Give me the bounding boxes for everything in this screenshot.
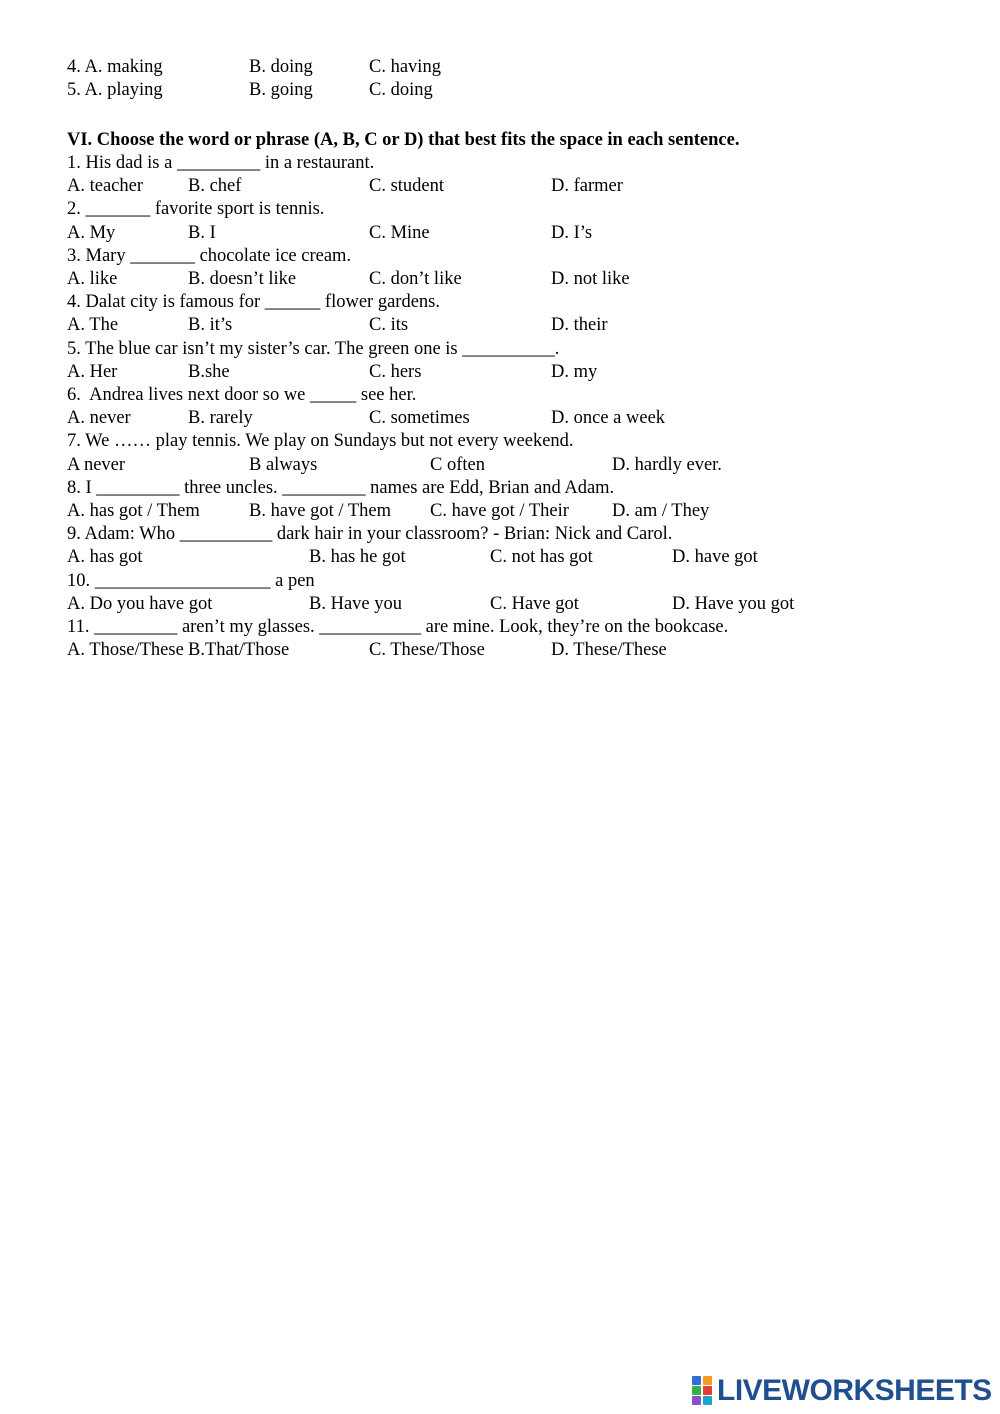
question-stem: 3. Mary _______ chocolate ice cream. xyxy=(67,245,352,266)
answer-option: C. have got / Their xyxy=(430,501,569,521)
prev-question-label: 4. A. making xyxy=(67,57,163,77)
answer-option: D. farmer xyxy=(551,176,623,197)
question-stem: 4. Dalat city is famous for ______ flower gardens. xyxy=(67,292,440,313)
question-stem: 8. I _________ three uncles. _________ names are Edd, Brian and Adam. xyxy=(67,477,615,498)
answer-option: D. These/These xyxy=(551,640,667,661)
question-stem: 1. His dad is a _________ in a restaurant. xyxy=(67,153,375,173)
liveworksheets-logo-icon xyxy=(692,1376,714,1406)
prev-question-label: 5. A. playing xyxy=(67,80,163,100)
answer-option: D. not like xyxy=(551,269,630,289)
answer-option: D. once a week xyxy=(551,408,666,429)
answer-option: B. doesn’t like xyxy=(188,269,297,289)
answer-option: A. Those/These xyxy=(67,640,184,661)
answer-option: D. my xyxy=(551,361,598,382)
prev-question-option: C. having xyxy=(369,57,441,77)
prev-question-option: B. doing xyxy=(249,57,313,77)
question-stem: 11. _________ aren’t my glasses. ___________ are mine. Look, they’re on the bookcase. xyxy=(67,617,729,637)
answer-option: D. am / They xyxy=(612,501,710,521)
answer-option: C. Mine xyxy=(369,222,430,243)
answer-option: C. These/Those xyxy=(369,640,485,661)
answer-option: C. don’t like xyxy=(369,269,462,289)
question-stem: 9. Adam: Who __________ dark hair in your classroom? - Brian: Nick and Carol. xyxy=(67,524,673,545)
answer-option: B. has he got xyxy=(309,547,406,568)
answer-option: A. My xyxy=(67,222,116,243)
answer-option: B. rarely xyxy=(188,408,253,429)
liveworksheets-logo[interactable] xyxy=(692,1374,992,1408)
answer-option: B always xyxy=(249,454,318,475)
answer-option: A. The xyxy=(67,315,119,336)
liveworksheets-logo-text: LIVEWORKSHEETS xyxy=(717,1374,992,1407)
answer-option: C. Have got xyxy=(490,593,579,614)
prev-question-option: C. doing xyxy=(369,80,433,100)
answer-option: A. has got xyxy=(67,547,143,568)
question-stem: 2. _______ favorite sport is tennis. xyxy=(67,199,325,220)
answer-option: D. Have you got xyxy=(672,593,795,614)
section-heading: VI. Choose the word or phrase (A, B, C or D) that best fits the space in each sentence. xyxy=(67,130,740,150)
answer-option: D. their xyxy=(551,315,608,336)
answer-option: A. Her xyxy=(67,361,118,382)
prev-question-option: B. going xyxy=(249,80,313,100)
answer-option: A never xyxy=(67,454,126,475)
answer-option: D. I’s xyxy=(551,222,593,243)
answer-option: C. not has got xyxy=(490,547,593,568)
answer-option: A. has got / Them xyxy=(67,501,200,521)
answer-option: B. I xyxy=(188,222,216,243)
answer-option: B. have got / Them xyxy=(249,501,391,521)
answer-option: C. hers xyxy=(369,361,422,382)
answer-option: A. like xyxy=(67,269,118,289)
answer-option: B.That/Those xyxy=(188,640,290,661)
answer-option: B. Have you xyxy=(309,593,402,614)
answer-option: C. its xyxy=(369,315,409,336)
answer-option: C often xyxy=(430,454,485,475)
answer-option: B. it’s xyxy=(188,315,233,336)
question-stem: 10. ___________________ a pen xyxy=(67,570,315,591)
answer-option: D. have got xyxy=(672,547,758,568)
question-stem: 5. The blue car isn’t my sister’s car. The green one is __________. xyxy=(67,338,560,359)
answer-option: B.she xyxy=(188,361,230,382)
answer-option: C. sometimes xyxy=(369,408,470,429)
answer-option: B. chef xyxy=(188,176,242,197)
answer-option: A. teacher xyxy=(67,176,144,197)
question-stem: 6. Andrea lives next door so we _____ see her. xyxy=(67,385,417,405)
answer-option: D. hardly ever. xyxy=(612,454,722,475)
question-stem: 7. We …… play tennis. We play on Sundays but not every weekend. xyxy=(67,431,574,452)
answer-option: A. never xyxy=(67,408,131,429)
answer-option: C. student xyxy=(369,176,445,197)
answer-option: A. Do you have got xyxy=(67,593,213,614)
